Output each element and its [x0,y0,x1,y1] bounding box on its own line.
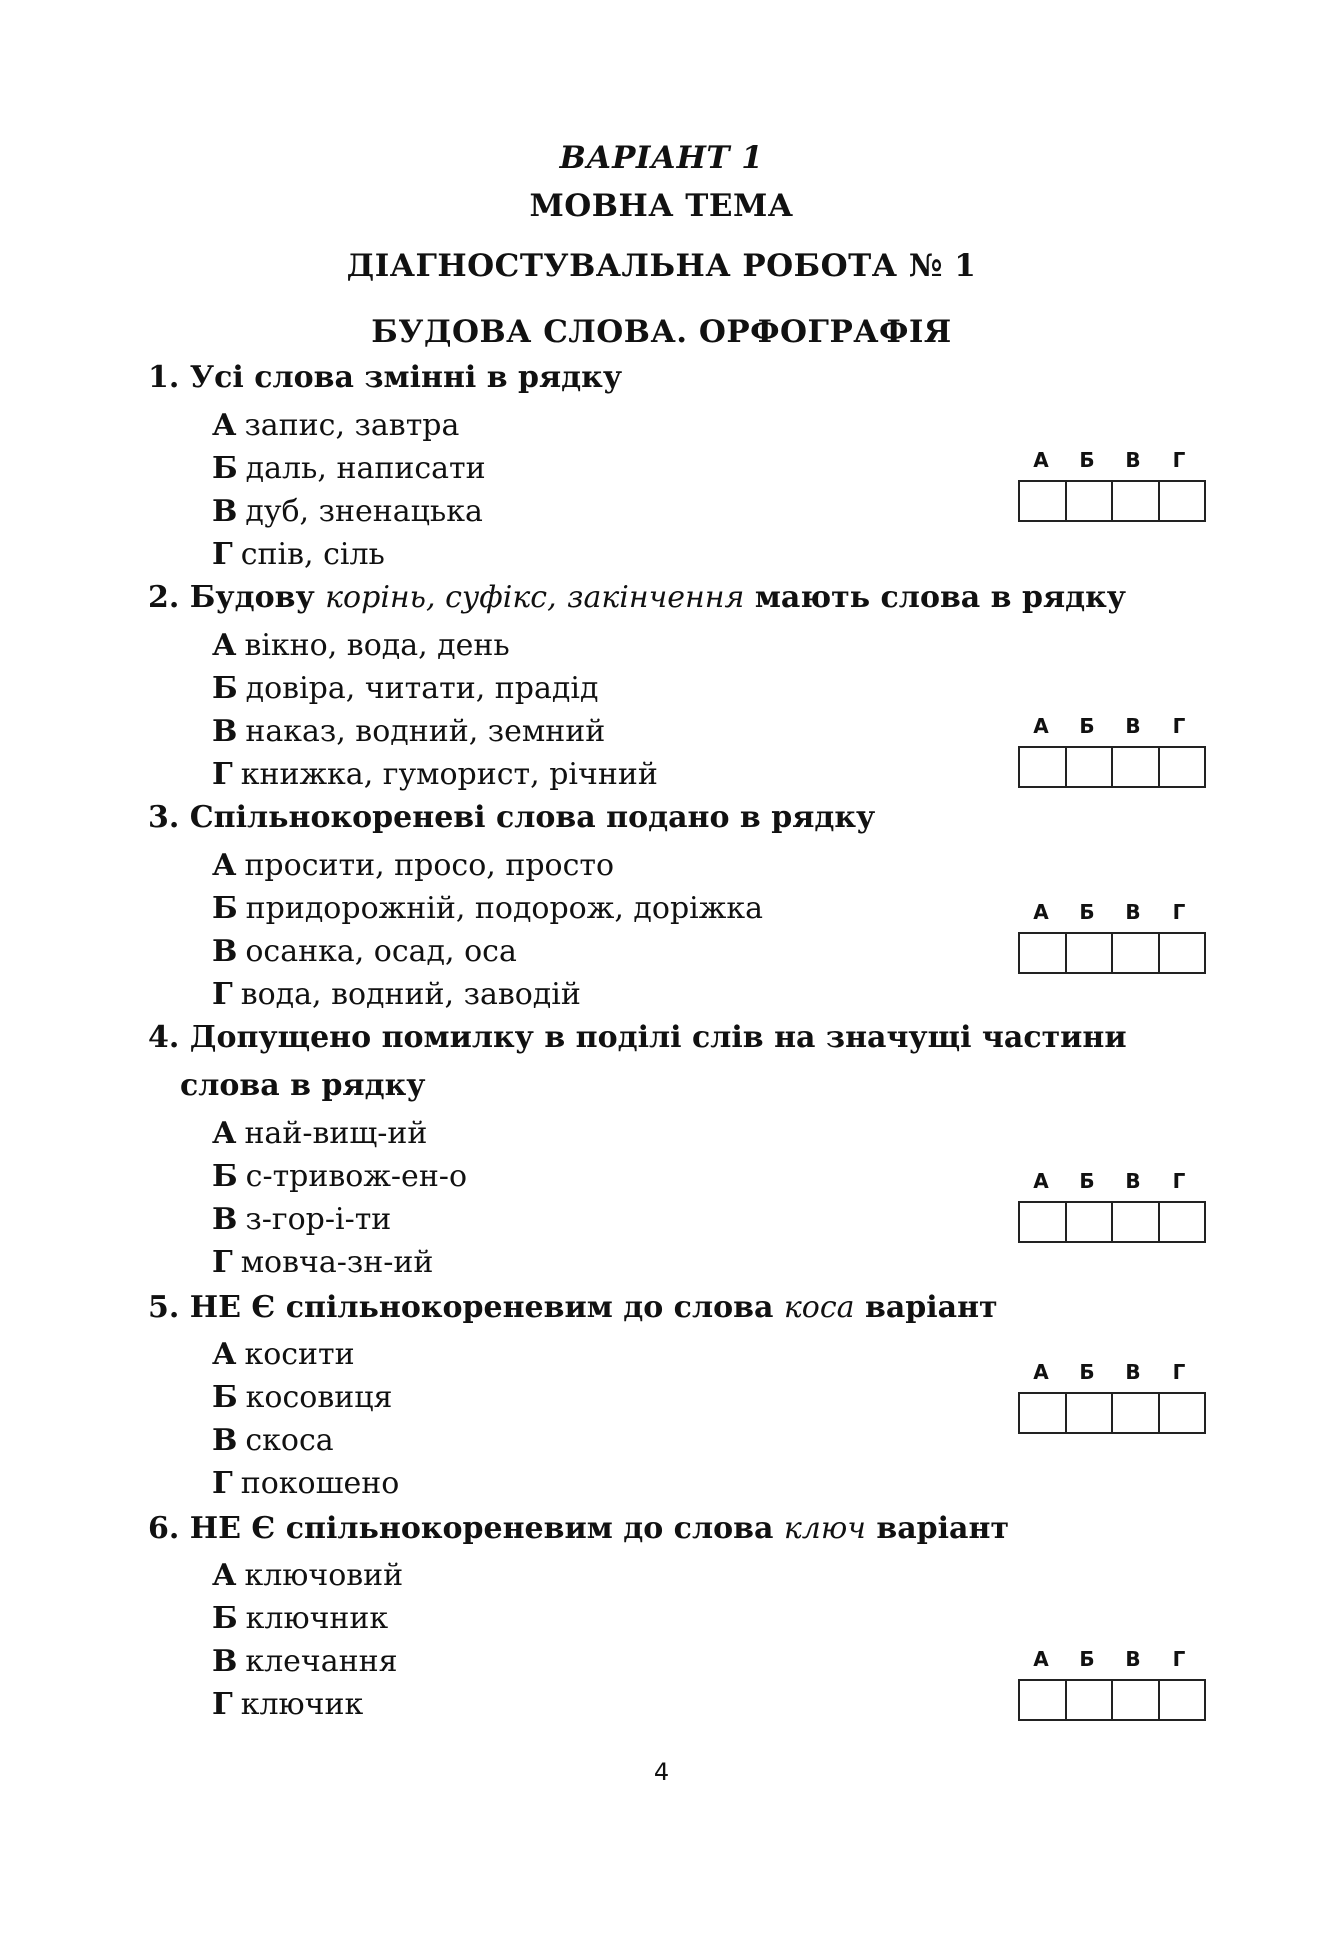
answer-box[interactable] [1113,1203,1160,1241]
q6-option-c: В клечання [212,1644,398,1679]
q6-answer-grid: А Б В Г [1018,1647,1204,1721]
q4-option-b: Б с-тривож-ен-о [212,1159,468,1194]
theme-title: МОВНА ТЕМА [529,188,794,224]
page-number: 4 [653,1758,670,1786]
q1-answer-grid: А Б В Г [1018,448,1204,522]
question-2: 2. Будову корінь, суфікс, закінчення мають слова в рядку [148,580,1126,615]
answer-box[interactable] [1020,482,1067,520]
q3-option-d: Г вода, водний, заводій [212,977,581,1012]
q1-option-a: А запис, завтра [212,408,460,443]
answer-box[interactable] [1020,1394,1067,1432]
question-5: 5. НЕ Є спільнокореневим до слова коса варіант [148,1290,998,1325]
answer-box[interactable] [1160,934,1205,972]
q4-answer-grid: А Б В Г [1018,1169,1204,1243]
q6-option-a: А ключовий [212,1558,404,1593]
question-3: 3. Спільнокореневі слова подано в рядку [148,800,876,835]
answer-box[interactable] [1160,482,1205,520]
q5-option-c: В скоса [212,1423,334,1458]
answer-box[interactable] [1067,748,1114,786]
answer-box[interactable] [1113,1394,1160,1432]
q4-option-c: В з-гор-і-ти [212,1202,392,1237]
answer-box[interactable] [1020,1203,1067,1241]
q2-answer-grid: А Б В Г [1018,714,1204,788]
answer-box[interactable] [1113,1681,1160,1719]
q5-option-a: А косити [212,1337,355,1372]
q6-option-b: Б ключник [212,1601,389,1636]
answer-box[interactable] [1113,748,1160,786]
answer-box[interactable] [1067,1394,1114,1432]
q2-option-d: Г книжка, гуморист, річний [212,757,658,792]
topic-title: БУДОВА СЛОВА. ОРФОГРАФІЯ [371,314,952,350]
q6-option-d: Г ключик [212,1687,364,1722]
q4-option-d: Г мовча-зн-ий [212,1245,434,1280]
question-1: 1. Усі слова змінні в рядку [148,360,623,395]
q5-option-d: Г покошено [212,1466,400,1501]
answer-box[interactable] [1020,934,1067,972]
q2-option-c: В наказ, водний, земний [212,714,606,749]
answer-box[interactable] [1067,934,1114,972]
q3-option-c: В осанка, осад, оса [212,934,517,969]
q1-option-d: Г спів, сіль [212,537,385,572]
answer-box[interactable] [1113,482,1160,520]
q5-answer-grid: А Б В Г [1018,1360,1204,1434]
q4-option-a: А най-вищ-ий [212,1116,428,1151]
answer-box[interactable] [1113,934,1160,972]
q3-option-b: Б придорожній, подорож, доріжка [212,891,763,926]
question-4-line-2: слова в рядку [180,1068,426,1103]
work-title: ДІАГНОСТУВАЛЬНА РОБОТА № 1 [346,248,977,284]
q2-option-b: Б довіра, читати, прадід [212,671,599,706]
question-4: 4. Допущено помилку в поділі слів на значущі частини [148,1020,1127,1055]
answer-box[interactable] [1020,748,1067,786]
q3-answer-grid: А Б В Г [1018,900,1204,974]
answer-box[interactable] [1160,1394,1205,1432]
question-6: 6. НЕ Є спільнокореневим до слова ключ варіант [148,1511,1010,1546]
q1-option-c: В дуб, зненацька [212,494,483,529]
answer-box[interactable] [1020,1681,1067,1719]
q3-option-a: А просити, просо, просто [212,848,615,883]
variant-title: ВАРІАНТ 1 [559,140,764,176]
answer-box[interactable] [1067,482,1114,520]
answer-box[interactable] [1160,1203,1205,1241]
q2-option-a: А вікно, вода, день [212,628,510,663]
answer-box[interactable] [1160,748,1205,786]
answer-box[interactable] [1067,1681,1114,1719]
answer-box[interactable] [1160,1681,1205,1719]
q1-option-b: Б даль, написати [212,451,486,486]
answer-box[interactable] [1067,1203,1114,1241]
q5-option-b: Б косовиця [212,1380,393,1415]
